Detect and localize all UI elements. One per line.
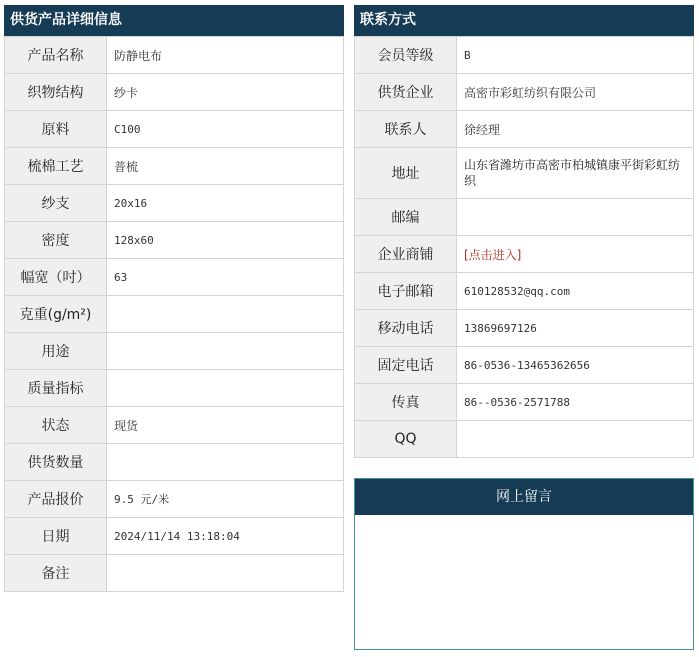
table-row	[5, 111, 344, 148]
shop-link[interactable]: [点击进入]	[464, 247, 522, 262]
contact-header: 联系方式	[354, 5, 694, 36]
row-value	[107, 333, 344, 370]
table-row	[5, 555, 344, 592]
table-row	[355, 111, 694, 148]
table-row	[5, 333, 344, 370]
row-value: 63	[107, 259, 344, 296]
table-row	[355, 384, 694, 421]
row-label: 幅宽（吋）	[5, 259, 107, 296]
row-label: 织物结构	[5, 74, 107, 111]
table-row	[5, 518, 344, 555]
row-value	[107, 444, 344, 481]
row-label: 质量指标	[5, 370, 107, 407]
product-details-panel	[4, 5, 344, 592]
table-row	[355, 199, 694, 236]
row-label: 产品名称	[5, 37, 107, 74]
row-value	[107, 555, 344, 592]
row-label: 邮编	[355, 199, 457, 236]
company-value: 高密市彩虹纺织有限公司	[457, 74, 694, 111]
row-value: 20x16	[107, 185, 344, 222]
qq-value	[457, 421, 694, 458]
table-row	[5, 222, 344, 259]
row-label: 移动电话	[355, 310, 457, 347]
row-label: 供货企业	[355, 74, 457, 111]
row-value: C100	[107, 111, 344, 148]
table-row	[355, 273, 694, 310]
product-details-table	[4, 36, 344, 592]
table-row	[5, 74, 344, 111]
table-row	[5, 481, 344, 518]
row-label: 企业商铺	[355, 236, 457, 273]
table-row	[5, 407, 344, 444]
table-row	[355, 236, 694, 273]
row-label: 密度	[5, 222, 107, 259]
row-value: 纱卡	[107, 74, 344, 111]
online-message-header: 网上留言	[355, 479, 693, 515]
row-label: 原料	[5, 111, 107, 148]
row-label: 梳棉工艺	[5, 148, 107, 185]
table-row	[5, 370, 344, 407]
table-row	[355, 74, 694, 111]
row-value: 防静电布	[107, 37, 344, 74]
contact-panel	[354, 5, 694, 458]
table-row	[355, 37, 694, 74]
row-value: 9.5 元/米	[107, 481, 344, 518]
row-label: 克重(g/m²)	[5, 296, 107, 333]
row-value	[107, 370, 344, 407]
row-label: 固定电话	[355, 347, 457, 384]
table-row	[355, 347, 694, 384]
row-label: 日期	[5, 518, 107, 555]
table-row	[355, 148, 694, 199]
row-label: QQ	[355, 421, 457, 458]
postcode-value	[457, 199, 694, 236]
table-row	[355, 421, 694, 458]
row-label: 会员等级	[355, 37, 457, 74]
mobile-value: 13869697126	[457, 310, 694, 347]
fax-value: 86--0536-2571788	[457, 384, 694, 421]
address-value: 山东省潍坊市高密市柏城镇康平街彩虹纺织	[457, 148, 694, 199]
table-row	[5, 444, 344, 481]
table-row	[355, 310, 694, 347]
row-label: 联系人	[355, 111, 457, 148]
row-value: 普梳	[107, 148, 344, 185]
shop-link-cell	[457, 236, 694, 273]
online-message-body[interactable]	[355, 515, 693, 649]
product-details-header: 供货产品详细信息	[4, 5, 344, 36]
row-label: 产品报价	[5, 481, 107, 518]
member-level-value: B	[457, 37, 694, 74]
row-label: 纱支	[5, 185, 107, 222]
row-value: 现货	[107, 407, 344, 444]
phone-value: 86-0536-13465362656	[457, 347, 694, 384]
table-row	[5, 185, 344, 222]
online-message-box	[354, 478, 694, 650]
table-row	[5, 37, 344, 74]
contact-person-value: 徐经理	[457, 111, 694, 148]
row-label: 状态	[5, 407, 107, 444]
email-value: 610128532@qq.com	[457, 273, 694, 310]
table-row	[5, 148, 344, 185]
table-row	[5, 259, 344, 296]
row-value: 128x60	[107, 222, 344, 259]
row-label: 传真	[355, 384, 457, 421]
row-value: 2024/11/14 13:18:04	[107, 518, 344, 555]
contact-table	[354, 36, 694, 458]
row-label: 地址	[355, 148, 457, 199]
row-label: 备注	[5, 555, 107, 592]
row-label: 用途	[5, 333, 107, 370]
row-label: 电子邮箱	[355, 273, 457, 310]
table-row	[5, 296, 344, 333]
row-label: 供货数量	[5, 444, 107, 481]
row-value	[107, 296, 344, 333]
